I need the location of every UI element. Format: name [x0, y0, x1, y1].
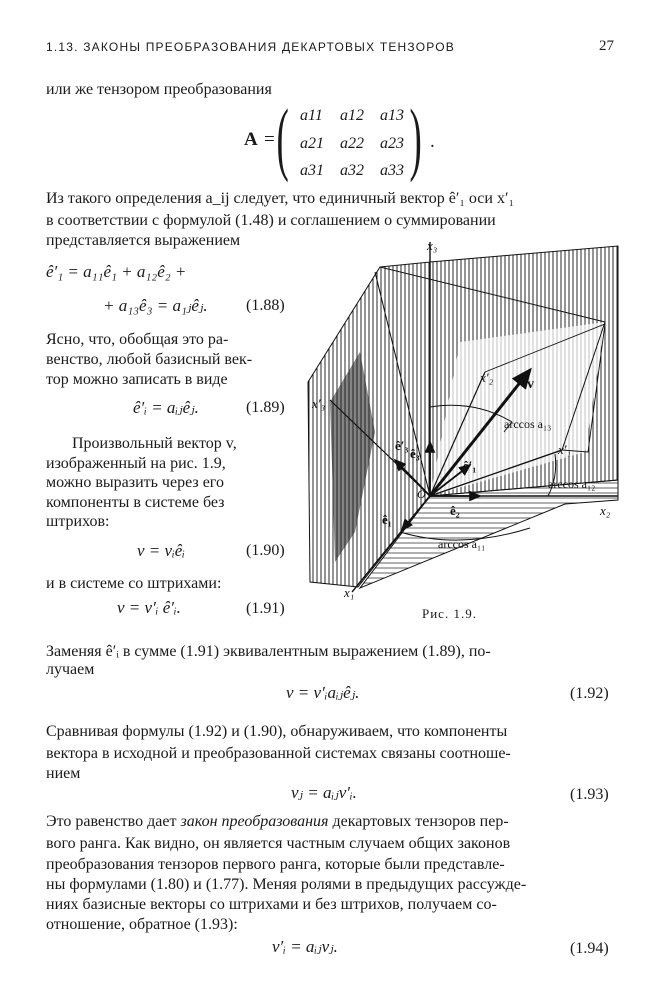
para7-line1-post: декартовых тензоров пер- [328, 813, 509, 830]
eq-1-94: v′ᵢ = aᵢⱼvⱼ. [272, 937, 338, 956]
eq-1-89: ê′ᵢ = aᵢⱼêⱼ. [133, 398, 199, 417]
label-e2: ê₂ [450, 503, 460, 518]
label-x3p: x′₃ [312, 396, 326, 411]
matrix-cell: a23 [380, 135, 404, 152]
eq-1-93-number: (1.93) [570, 786, 609, 803]
para7-line: ны формулами (1.80) и (1.77). Меняя ролями в предыдущих рассужде- [46, 876, 527, 893]
matrix-cell: a33 [380, 162, 404, 179]
para2-line: тор можно записать в виде [46, 371, 228, 388]
para1-line: представляется выражением [46, 232, 241, 249]
page-number: 27 [599, 38, 614, 54]
matrix-cell: a32 [340, 162, 364, 179]
label-x1: x₁ [344, 585, 355, 600]
matrix-equals: = [264, 129, 275, 150]
eq-1-88-number: (1.88) [246, 297, 285, 314]
label-arc11: arccos a₁₁ [438, 537, 486, 551]
para3-line: можно выразить через его [46, 474, 224, 491]
eq-1-91-number: (1.91) [246, 600, 285, 617]
running-title: 1.13. ЗАКОНЫ ПРЕОБРАЗОВАНИЯ ДЕКАРТОВЫХ ТЕНЗОРОВ [46, 40, 455, 54]
matrix-cell: a11 [300, 107, 323, 124]
para7-line: отношение, обратное (1.93): [46, 916, 238, 933]
matrix-cell: a31 [300, 162, 324, 179]
para2-line: Ясно, что, обобщая это ра- [46, 331, 229, 348]
para7-line: ниях базисные векторы со штрихами и без штрихов, получаем со- [46, 896, 497, 913]
label-e1p: ê′₁ [463, 458, 477, 473]
matrix-cell: a13 [380, 107, 404, 124]
label-arc13: arccos a₁₃ [504, 417, 552, 431]
eq-1-88-line1: ê′₁ = a₁₁ê₁ + a₁₂ê₂ + [46, 262, 187, 281]
matrix-cell: a22 [340, 135, 364, 152]
para6-line: вектора в исходной и преобразованной системах связаны соотноше- [46, 745, 511, 762]
eq-1-93: vⱼ = aᵢⱼv′ᵢ. [291, 783, 357, 802]
para1-line: Из такого определения a_ij следует, что единичный вектор ê′₁ оси x′₁ [46, 190, 515, 207]
para1-line: в соответствии с формулой (1.48) и соглашением о суммировании [46, 212, 496, 229]
right-paren: ) [409, 92, 422, 183]
transformation-matrix [244, 92, 444, 185]
eq-1-91: v = v′ᵢ ê′ᵢ. [117, 598, 181, 617]
eq-1-92-number: (1.92) [570, 685, 609, 702]
label-e3: ê₃ [410, 446, 420, 461]
para6-line: Сравнивая формулы (1.92) и (1.90), обнаруживаем, что компоненты [46, 723, 508, 740]
para4-line: и в системе со штрихами: [46, 575, 222, 592]
para3-line: компоненты в системе без [46, 494, 225, 511]
matrix-cell: a12 [340, 107, 364, 124]
eq-1-88-line2: + a₁₃ê₃ = a₁ⱼêⱼ. [103, 296, 208, 315]
para5-line: Заменяя ê′ᵢ в сумме (1.91) эквивалентным выражением (1.89), по- [46, 643, 491, 660]
label-origin: O [417, 487, 426, 501]
matrix-cell: a21 [300, 135, 324, 152]
eq-1-94-number: (1.94) [570, 940, 609, 957]
para7-line: преобразования тензоров первого ранга, которые были представле- [46, 856, 505, 873]
para6-line: нием [46, 765, 81, 782]
label-e3p: ê′₃ [395, 438, 409, 453]
para3-line: изображенный на рис. 1.9, [46, 455, 226, 472]
eq-1-90-number: (1.90) [246, 542, 285, 559]
para7-line1-italic: закон преобразования [180, 813, 329, 830]
para2-line: венство, любой базисный век- [46, 351, 253, 368]
figure-caption: Рис. 1.9. [422, 606, 477, 621]
label-v: v [527, 377, 534, 392]
para3-line: Произвольный вектор v, [72, 435, 237, 452]
para7-line [46, 812, 509, 831]
para3-line: штрихов: [46, 513, 110, 530]
intro-line: или же тензором преобразования [46, 81, 272, 98]
eq-1-90: v = vᵢêᵢ [137, 541, 185, 560]
label-e1: ê₁ [382, 512, 392, 527]
eq-1-89-number: (1.89) [246, 399, 285, 416]
left-paren: ( [276, 92, 289, 183]
para5-line: лучаем [46, 661, 95, 678]
figure-1-9 [300, 232, 630, 607]
label-x2p: x′₂ [480, 370, 494, 385]
matrix-symbol: A [244, 129, 258, 150]
label-x1p: x′₁ [558, 442, 572, 457]
label-x2: x₂ [600, 503, 611, 518]
label-arc12: arccos a₁₂ [548, 477, 596, 491]
matrix-end: . [430, 131, 435, 152]
para7-line1-pre: Это равенство дает [46, 813, 181, 830]
para7-line: вого ранга. Как видно, он является частным случаем общих законов [46, 835, 511, 852]
eq-1-92: v = v′ᵢaᵢⱼêⱼ. [286, 683, 360, 702]
label-x3: x₃ [427, 238, 438, 253]
